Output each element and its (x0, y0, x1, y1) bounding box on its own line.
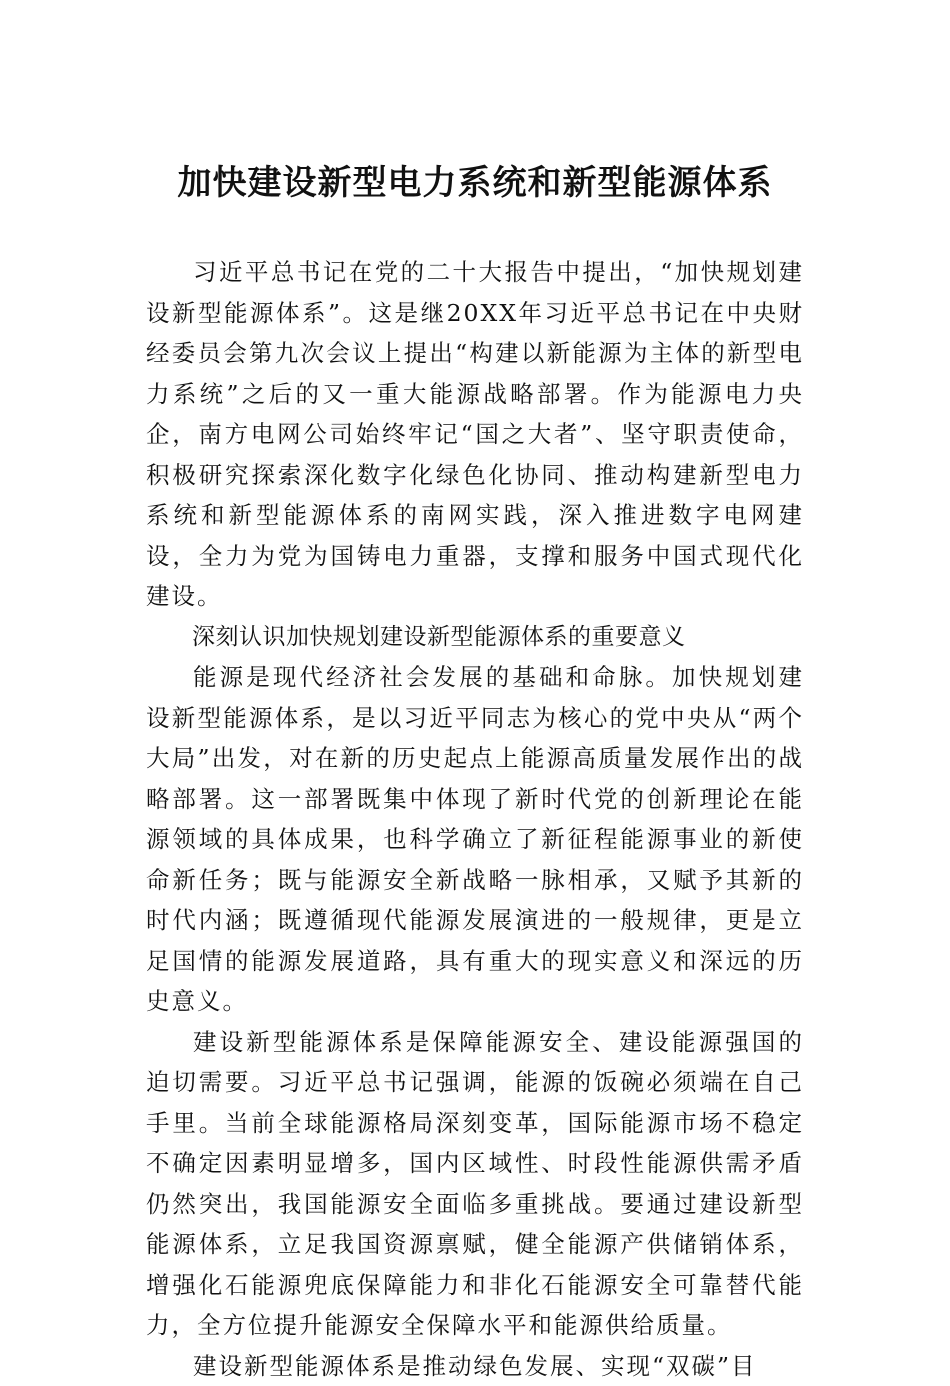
document-body (146, 252, 804, 1386)
document-title: 加快建设新型电力系统和新型能源体系 (0, 158, 950, 208)
section-paragraph-3: 建设新型能源体系是推动绿色发展、实现“双碳”目 (146, 1346, 804, 1386)
section-paragraph-2: 建设新型能源体系是保障能源安全、建设能源强国的迫切需要。习近平总书记强调，能源的饭碗必须端在自己手里。当前全球能源格局深刻变革，国际能源市场不稳定不确定因素明显增多，国内区域性、时段性能源供需矛盾仍然突出，我国能源安全面临多重挑战。要通过建设新型能源体系，立足我国资源禀赋，健全能源产供储销体系，增强化石能源兜底保障能力和非化石能源安全可靠替代能力，全方位提升能源安全保障水平和能源供给质量。 (146, 1022, 804, 1346)
section-heading: 深刻认识加快规划建设新型能源体系的重要意义 (146, 617, 804, 658)
section-paragraph-1: 能源是现代经济社会发展的基础和命脉。加快规划建设新型能源体系，是以习近平同志为核心的党中央从“两个大局”出发，对在新的历史起点上能源高质量发展作出的战略部署。这一部署既集中体现了新时代党的创新理论在能源领域的具体成果，也科学确立了新征程能源事业的新使命新任务；既与能源安全新战略一脉相承，又赋予其新的时代内涵；既遵循现代能源发展演进的一般规律，更是立足国情的能源发展道路，具有重大的现实意义和深远的历史意义。 (146, 657, 804, 1022)
intro-paragraph: 习近平总书记在党的二十大报告中提出，“加快规划建设新型能源体系”。这是继20XX年习近平总书记在中央财经委员会第九次会议上提出“构建以新能源为主体的新型电力系统”之后的又一重大能源战略部署。作为能源电力央企，南方电网公司始终牢记“国之大者”、坚守职责使命，积极研究探索深化数字化绿色化协同、推动构建新型电力系统和新型能源体系的南网实践，深入推进数字电网建设，全力为党为国铸电力重器，支撑和服务中国式现代化建设。 (146, 252, 804, 617)
